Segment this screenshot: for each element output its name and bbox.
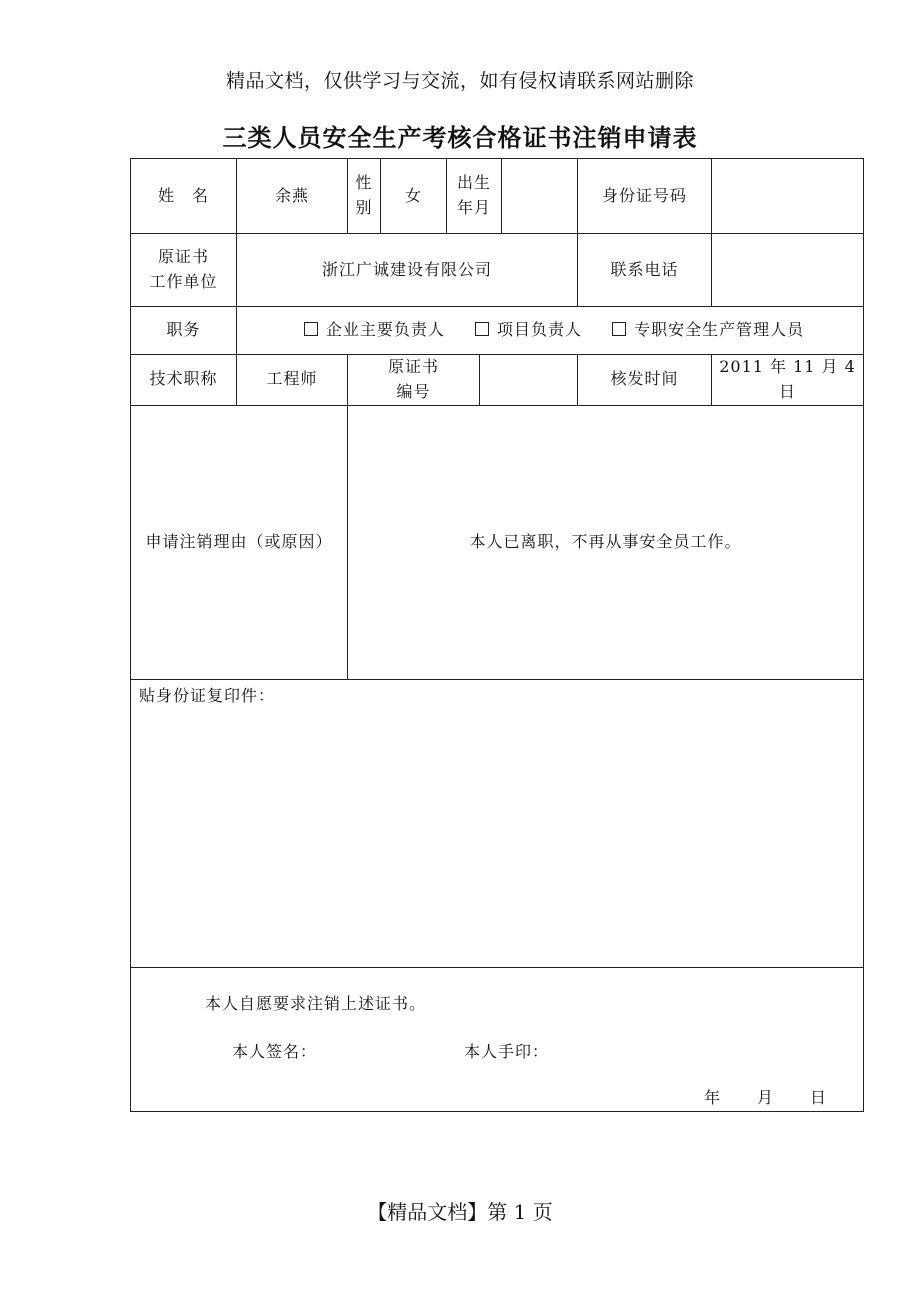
name-label: 姓 名 — [131, 159, 237, 234]
employer-label — [131, 234, 237, 307]
id-copy-label: 贴身份证复印件： — [139, 685, 276, 705]
row-duty — [131, 307, 864, 355]
thumbprint-label: 本人手印： — [464, 1041, 550, 1061]
gender-label — [348, 159, 381, 234]
cert-no-value — [480, 355, 578, 406]
row-reason — [131, 405, 864, 679]
date-year: 年 — [703, 1087, 721, 1107]
checkbox-icon[interactable] — [475, 322, 489, 336]
phone-label: 联系电话 — [578, 234, 712, 307]
employer-label-line1: 原证书 — [157, 247, 209, 267]
birth-label-line1: 出生 — [457, 173, 492, 193]
row-title — [131, 355, 864, 406]
page-footer: 【精品文档】第 1 页 — [367, 1200, 553, 1224]
duty-option-safety-manager[interactable]: 专职安全生产管理人员 — [604, 320, 804, 339]
checkbox-icon[interactable] — [304, 322, 318, 336]
checkbox-icon[interactable] — [612, 322, 626, 336]
birth-label — [447, 159, 502, 234]
row-declaration — [131, 967, 864, 1111]
signature-label: 本人签名： — [232, 1041, 318, 1061]
gender-label-line2: 别 — [355, 198, 373, 217]
gender-label-line1: 性 — [355, 173, 373, 193]
id-number-value — [712, 159, 864, 234]
form-title: 三类人员安全生产考核合格证书注销申请表 — [222, 124, 698, 152]
duty-options — [237, 307, 864, 355]
declaration-area — [131, 967, 864, 1111]
tech-title-label: 技术职称 — [131, 355, 237, 406]
id-number-label: 身份证号码 — [578, 159, 712, 234]
birth-value — [502, 159, 578, 234]
row-id-copy — [131, 679, 864, 967]
id-copy-area — [131, 679, 864, 967]
issue-date-label: 核发时间 — [578, 355, 712, 406]
cert-no-label — [348, 355, 480, 406]
duty-option-enterprise-head[interactable]: 企业主要负责人 — [296, 320, 445, 339]
row-employer — [131, 234, 864, 307]
reason-label: 申请注销理由（或原因） — [131, 405, 348, 679]
issue-date-line1: 2011 年 11 月 4 — [719, 357, 856, 376]
phone-value — [712, 234, 864, 307]
header-note: 精品文档，仅供学习与交流，如有侵权请联系网站删除 — [225, 70, 694, 92]
application-form — [130, 158, 864, 1112]
gender-value: 女 — [381, 159, 447, 234]
duty-option-project-head[interactable]: 项目负责人 — [467, 320, 582, 339]
issue-date-value — [712, 355, 864, 406]
tech-title-value: 工程师 — [237, 355, 348, 406]
issue-date-line2: 日 — [779, 381, 797, 401]
date-day: 日 — [810, 1087, 828, 1107]
declaration-date — [668, 1086, 827, 1111]
reason-value: 本人已离职，不再从事安全员工作。 — [348, 405, 864, 679]
declaration-text: 本人自愿要求注销上述证书。 — [205, 993, 427, 1013]
cert-no-label-line2: 编号 — [396, 381, 431, 401]
date-month: 月 — [757, 1087, 775, 1107]
birth-label-line2: 年月 — [457, 198, 492, 217]
employer-value: 浙江广诚建设有限公司 — [237, 234, 578, 307]
employer-label-line2: 工作单位 — [149, 272, 218, 291]
duty-label: 职务 — [131, 307, 237, 355]
name-value: 余燕 — [237, 159, 348, 234]
row-personal — [131, 159, 864, 234]
cert-no-label-line1: 原证书 — [387, 357, 439, 376]
